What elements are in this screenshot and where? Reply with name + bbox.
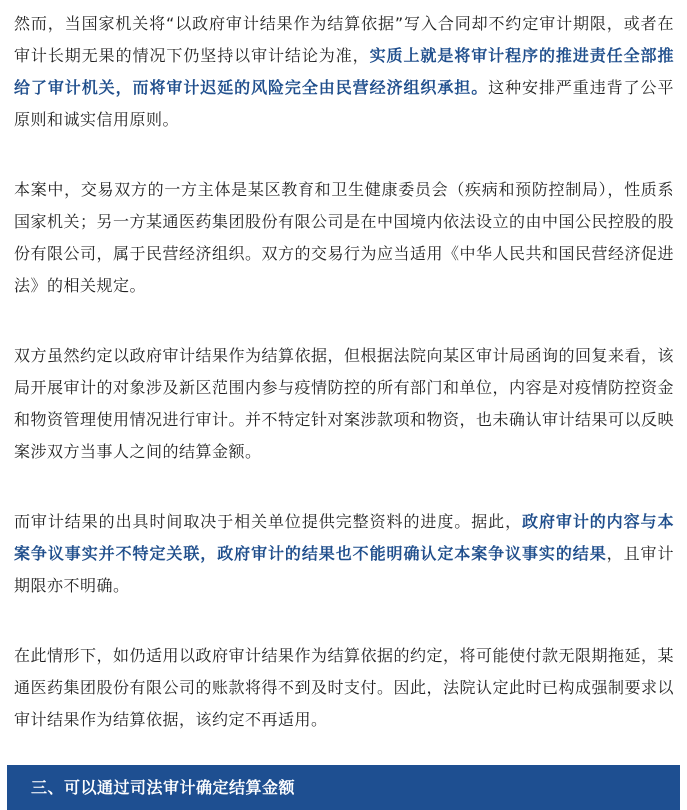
section-heading-title: 三、可以通过司法审计确定结算金额: [31, 778, 296, 797]
paragraph-4-text-1: 而审计结果的出具时间取决于相关单位提供完整资料的进度。据此，: [14, 512, 523, 531]
paragraph-5: [14, 640, 674, 736]
paragraph-1-text-1: 然而，当国家机关将“以政府审计结果作为结算依据”写入合同却不约定审计期限，或者在审计长期无果的情况下仍坚持以审计结论为准，: [14, 14, 674, 65]
paragraph-4-text-2: ，且审计期限亦不明确。: [14, 544, 674, 595]
paragraph-1-highlight: 实质上就是将审计程序的推进责任全部推给了审计机关，而将审计迟延的风险完全由民营经济组织承担。: [14, 46, 674, 97]
paragraph-4-highlight: 政府审计的内容与本案争议事实并不特定关联，政府审计的结果也不能明确认定本案争议事实的结果: [14, 512, 674, 563]
paragraph-2-text: 本案中，交易双方的一方主体是某区教育和卫生健康委员会（疾病和预防控制局），性质系国家机关；另一方某通医药集团股份有限公司是在中国境内依法设立的由中国公民控股的股份有限公司，属于民营经济组织。双方的交易行为应当适用《中华人民共和国民营经济促进法》的相关规定。: [14, 180, 675, 295]
paragraph-3-text: 双方虽然约定以政府审计结果作为结算依据，但根据法院向某区审计局函询的回复来看，该局开展审计的对象涉及新区范围内参与疫情防控的所有部门和单位，内容是对疫情防控资金和物资管理使用情况进行审计。并不特定针对案涉款项和物资，也未确认审计结果可以反映案涉双方当事人之间的结算金额。: [14, 346, 675, 461]
paragraph-1-text-2: 这种安排严重违背了公平原则和诚实信用原则。: [14, 78, 674, 129]
section-heading-banner: [7, 765, 680, 810]
paragraph-2: [14, 174, 674, 302]
article-body: [14, 8, 674, 736]
paragraph-3: [14, 340, 674, 468]
paragraph-1: [14, 8, 674, 136]
paragraph-4: [14, 506, 674, 602]
paragraph-5-text: 在此情形下，如仍适用以政府审计结果作为结算依据的约定，将可能使付款无限期拖延，某通医药集团股份有限公司的账款将得不到及时支付。因此，法院认定此时已构成强制要求以审计结果作为结算依据，该约定不再适用。: [14, 646, 675, 729]
